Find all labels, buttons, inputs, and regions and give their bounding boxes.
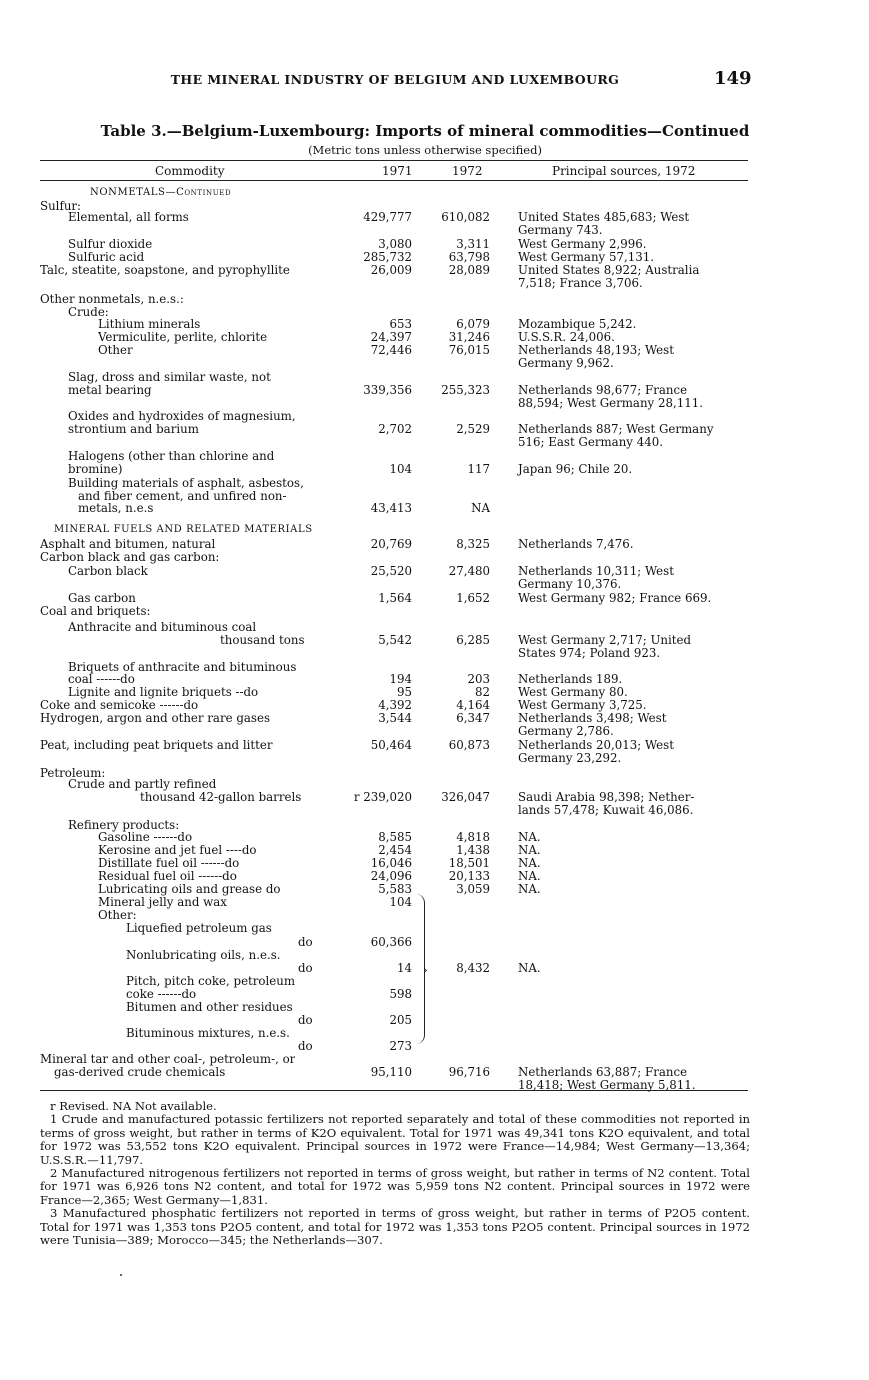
table-header-rule	[40, 180, 748, 181]
commodity-cell: Crude:	[68, 306, 109, 319]
sources-cell: West Germany 57,131.	[518, 250, 654, 264]
commodity-cell: Other nonmetals, n.e.s.:	[40, 293, 184, 306]
commodity-cell: Gasoline ------do	[98, 831, 193, 844]
commodity-cell: strontium and barium	[68, 423, 199, 436]
commodity-cell: Lignite and lignite briquets --do	[68, 686, 259, 699]
sources-cell: West Germany 2,717; United	[518, 633, 692, 647]
commodity-cell: Mineral jelly and wax	[98, 896, 227, 909]
grouping-brace-tip: ›	[423, 963, 428, 977]
table-row	[40, 592, 750, 606]
value-1972-cell: 96,716	[448, 1065, 490, 1079]
sources-cell: U.S.S.R. 24,006.	[518, 330, 615, 344]
commodity-cell: and fiber cement, and unfired non-	[78, 490, 287, 503]
table-row	[40, 477, 750, 491]
commodity-cell: thousand 42-gallon barrels	[140, 791, 302, 804]
sources-cell: lands 57,478; Kuwait 46,086.	[518, 803, 694, 817]
value-1972-cell: 76,015	[448, 343, 490, 357]
table-row	[40, 605, 750, 619]
table-row	[40, 712, 750, 726]
table-row	[40, 988, 750, 1002]
table-row	[40, 293, 750, 307]
sources-cell: States 974; Poland 923.	[518, 646, 661, 660]
commodity-cell: Carbon black	[68, 565, 148, 578]
commodity-cell: Asphalt and bitumen, natural	[40, 538, 216, 551]
commodity-cell: Other:	[98, 909, 137, 922]
value-1971-cell: 24,096	[370, 869, 412, 883]
commodity-cell: do	[298, 1014, 313, 1027]
commodity-cell: Lubricating oils and grease do	[98, 883, 281, 896]
value-1972-cell: 6,285	[456, 633, 490, 647]
commodity-cell: do	[298, 1040, 313, 1053]
commodity-cell: Slag, dross and similar waste, not	[68, 371, 271, 384]
footnote-2: 2 Manufactured nitrogenous fertilizers not reported in terms of gross weight, but rather in terms of N2 content. Total for 1971 was 6,926 tons N2 content, and total for 1972 was 5,959 tons N2 content. Principal sources in 1972 were France—2,365; West Germany—1,831.	[40, 1166, 750, 1207]
column-header-1971: 1971	[382, 164, 413, 178]
sources-cell: United States 485,683; West	[518, 210, 690, 224]
value-1972-cell: 3,311	[456, 237, 490, 251]
sources-cell: 18,418; West Germany 5,811.	[518, 1078, 696, 1092]
commodity-cell: Carbon black and gas carbon:	[40, 551, 220, 564]
commodity-cell: Peat, including peat briquets and litter	[40, 739, 273, 752]
value-1971-cell: 3,544	[378, 711, 412, 725]
commodity-cell: Refinery products:	[68, 819, 180, 832]
commodity-cell: Liquefied petroleum gas	[126, 922, 272, 935]
table-subtitle: (Metric tons unless otherwise specified)	[308, 143, 542, 157]
table-row	[40, 804, 750, 818]
value-1971-cell: 16,046	[370, 856, 412, 870]
sources-cell: West Germany 80.	[518, 685, 628, 699]
sources-cell: Netherlands 7,476.	[518, 537, 634, 551]
commodity-cell: Lithium minerals	[98, 318, 201, 331]
value-1972-cell: 326,047	[441, 790, 490, 804]
table-row	[40, 344, 750, 358]
commodity-cell: coal ------do	[68, 673, 135, 686]
value-1971-cell: 20,769	[370, 537, 412, 551]
sources-cell: Germany 10,376.	[518, 577, 622, 591]
value-1971-cell: 24,397	[370, 330, 412, 344]
value-1972-cell: 28,089	[448, 263, 490, 277]
table-row	[40, 397, 750, 411]
commodity-cell: Mineral tar and other coal-, petroleum-, or	[40, 1053, 296, 1066]
value-1972-cell: 203	[467, 672, 490, 686]
sources-cell: Netherlands 189.	[518, 672, 623, 686]
sources-cell: Mozambique 5,242.	[518, 317, 637, 331]
value-1971-cell: 14	[396, 961, 412, 975]
commodity-cell: Crude and partly refined	[68, 778, 217, 791]
commodity-cell: Oxides and hydroxides of magnesium,	[68, 410, 296, 423]
commodity-cell: Elemental, all forms	[68, 211, 189, 224]
commodity-cell: Distillate fuel oil ------do	[98, 857, 240, 870]
table-row	[40, 565, 750, 579]
column-header-1972: 1972	[452, 164, 483, 178]
table-row	[40, 502, 750, 516]
value-1971-cell: 72,446	[370, 343, 412, 357]
sources-cell: West Germany 982; France 669.	[518, 591, 712, 605]
sources-cell: NA.	[518, 856, 541, 870]
value-1972-cell: 4,164	[456, 698, 490, 712]
commodity-cell: Sulfuric acid	[68, 251, 145, 264]
running-head: THE MINERAL INDUSTRY OF BELGIUM AND LUXEMBOURG	[170, 72, 620, 87]
table-row	[40, 523, 750, 537]
table-top-rule	[40, 160, 748, 161]
value-1972-cell: 20,133	[448, 869, 490, 883]
value-1971-cell: 25,520	[370, 564, 412, 578]
sources-cell: Netherlands 98,677; France	[518, 383, 688, 397]
value-1971-cell: 205	[389, 1013, 412, 1027]
value-1972-cell: 82	[474, 685, 490, 699]
commodity-cell: Petroleum:	[40, 767, 106, 780]
commodity-cell: Hydrogen, argon and other rare gases	[40, 712, 271, 725]
value-1971-cell: 2,454	[378, 843, 412, 857]
footnotes	[40, 1100, 750, 1247]
commodity-cell: thousand tons	[220, 634, 305, 647]
footnote-1: 1 Crude and manufactured potassic fertilizers not reported separately and total of these commodities not reported in terms of gross weight, but rather in terms of K2O equivalent. Total for 1971 was 49,341 tons K2O equivalent, and total for 1972 was 53,552 tons K2O equivalent. Principal sources in 1972 were France—14,984; West Germany—13,364; U.S.S.R.—11,797.	[40, 1112, 750, 1167]
commodity-cell: Bituminous mixtures, n.e.s.	[126, 1027, 290, 1040]
sources-cell: Germany 23,292.	[518, 751, 622, 765]
value-1972-cell: 60,873	[448, 738, 490, 752]
sources-cell: NA.	[518, 882, 541, 896]
commodity-cell: metal bearing	[68, 384, 152, 397]
value-1972-cell: 8,432	[456, 961, 490, 975]
value-1972-cell: 1,438	[456, 843, 490, 857]
sources-cell: Saudi Arabia 98,398; Nether-	[518, 790, 695, 804]
sources-cell: 516; East Germany 440.	[518, 435, 663, 449]
commodity-cell: Anthracite and bituminous coal	[68, 621, 257, 634]
commodity-cell: Kerosine and jet fuel ----do	[98, 844, 257, 857]
value-1971-cell: 429,777	[363, 210, 412, 224]
table-row	[40, 922, 750, 936]
sources-cell: Netherlands 48,193; West	[518, 343, 674, 357]
commodity-cell: Other	[98, 344, 133, 357]
value-1971-cell: 95,110	[370, 1065, 412, 1079]
value-1972-cell: 2,529	[456, 422, 490, 436]
commodity-cell: Building materials of asphalt, asbestos,	[68, 477, 304, 490]
value-1971-cell: 5,542	[378, 633, 412, 647]
footnote-3: 3 Manufactured phosphatic fertilizers not reported in terms of gross weight, but rather in terms of P2O5 content. Total for 1971 was 1,353 tons P2O5 content, and total for 1972 was 1,353 tons P2O5 content. Principal sources in 1972 were Tunisia—389; Morocco—345; the Netherlands—307.	[40, 1206, 750, 1248]
commodity-cell: Pitch, pitch coke, petroleum	[126, 975, 296, 988]
table-row	[40, 909, 750, 923]
sources-cell: 88,594; West Germany 28,111.	[518, 396, 703, 410]
value-1972-cell: 6,347	[456, 711, 490, 725]
table-row	[40, 463, 750, 477]
table-row	[40, 949, 750, 963]
commodity-cell: do	[298, 962, 313, 975]
table-row	[40, 538, 750, 552]
table-row	[40, 936, 750, 950]
commodity-cell: coke ------do	[126, 988, 197, 1001]
value-1971-cell: 104	[389, 895, 412, 909]
sources-cell: Netherlands 3,498; West	[518, 711, 667, 725]
value-1972-cell: 18,501	[448, 856, 490, 870]
column-header-sources: Principal sources, 1972	[552, 164, 696, 178]
sources-cell: Germany 9,962.	[518, 356, 614, 370]
commodity-cell: do	[298, 936, 313, 949]
value-1971-cell: 5,583	[378, 882, 412, 896]
sources-cell: Netherlands 20,013; West	[518, 738, 674, 752]
table-row	[40, 211, 750, 225]
value-1971-cell: 50,464	[370, 738, 412, 752]
value-1972-cell: 6,079	[456, 317, 490, 331]
value-1972-cell: 610,082	[441, 210, 490, 224]
value-1972-cell: 1,652	[456, 591, 490, 605]
value-1972-cell: 31,246	[448, 330, 490, 344]
table-row	[40, 277, 750, 291]
sources-cell: NA.	[518, 830, 541, 844]
table-row	[40, 962, 750, 976]
commodity-cell: bromine)	[68, 463, 123, 476]
value-1972-cell: 8,325	[456, 537, 490, 551]
value-1971-cell: 285,732	[363, 250, 412, 264]
table-row	[40, 551, 750, 565]
table-title: Table 3.—Belgium-Luxembourg: Imports of mineral commodities—Continued	[100, 122, 750, 140]
table-row	[40, 357, 750, 371]
value-1971-cell: r 239,020	[353, 790, 412, 804]
footnote-revised: r Revised. NA Not available.	[50, 1099, 217, 1113]
table-row	[40, 264, 750, 278]
table-row	[40, 739, 750, 753]
value-1971-cell: 26,009	[370, 263, 412, 277]
value-1972-cell: 63,798	[448, 250, 490, 264]
table-row	[40, 896, 750, 910]
table-row	[40, 186, 750, 200]
value-1971-cell: 8,585	[378, 830, 412, 844]
table-row	[40, 1014, 750, 1028]
value-1972-cell: 117	[467, 462, 490, 476]
value-1971-cell: 1,564	[378, 591, 412, 605]
sources-cell: Japan 96; Chile 20.	[518, 462, 633, 476]
value-1971-cell: 4,392	[378, 698, 412, 712]
commodity-cell: MINERAL FUELS AND RELATED MATERIALS	[54, 524, 313, 535]
value-1971-cell: 194	[389, 672, 412, 686]
table-row	[40, 1040, 750, 1054]
table-row	[40, 647, 750, 661]
column-header-commodity: Commodity	[155, 164, 225, 178]
commodity-cell: Sulfur:	[40, 200, 82, 213]
table-row	[40, 436, 750, 450]
value-1972-cell: 4,818	[456, 830, 490, 844]
value-1971-cell: 339,356	[363, 383, 412, 397]
commodity-cell: Halogens (other than chlorine and	[68, 450, 275, 463]
sources-cell: Netherlands 887; West Germany	[518, 422, 714, 436]
value-1971-cell: 104	[389, 462, 412, 476]
table-row	[40, 578, 750, 592]
sources-cell: Germany 2,786.	[518, 724, 614, 738]
table-bottom-rule	[40, 1090, 748, 1091]
commodity-cell: Nonlubricating oils, n.e.s.	[126, 949, 281, 962]
commodity-cell: Talc, steatite, soapstone, and pyrophyllite	[40, 264, 290, 277]
sources-cell: United States 8,922; Australia	[518, 263, 700, 277]
value-1971-cell: 60,366	[370, 935, 412, 949]
value-1971-cell: 43,413	[370, 501, 412, 515]
commodity-cell: Coke and semicoke ------do	[40, 699, 199, 712]
sources-cell: Germany 743.	[518, 223, 603, 237]
commodity-cell: Briquets of anthracite and bituminous	[68, 661, 297, 674]
table-row	[40, 725, 750, 739]
table-row	[40, 224, 750, 238]
value-1971-cell: 273	[389, 1039, 412, 1053]
value-1972-cell: 255,323	[441, 383, 490, 397]
sources-cell: West Germany 2,996.	[518, 237, 647, 251]
commodity-cell: Gas carbon	[68, 592, 136, 605]
commodity-cell: NONMETALS—Continued	[90, 187, 232, 198]
value-1972-cell: 3,059	[456, 882, 490, 896]
page-number: 149	[714, 68, 752, 89]
commodity-cell: Vermiculite, perlite, chlorite	[98, 331, 268, 344]
value-1971-cell: 598	[389, 987, 412, 1001]
value-1971-cell: 2,702	[378, 422, 412, 436]
sources-cell: NA.	[518, 869, 541, 883]
commodity-cell: Residual fuel oil ------do	[98, 870, 237, 883]
sources-cell: Netherlands 10,311; West	[518, 564, 674, 578]
sources-cell: Netherlands 63,887; France	[518, 1065, 688, 1079]
commodity-cell: Sulfur dioxide	[68, 238, 153, 251]
table-row	[40, 673, 750, 687]
sources-cell: West Germany 3,725.	[518, 698, 647, 712]
commodity-cell: gas-derived crude chemicals	[54, 1066, 226, 1079]
sources-cell: NA.	[518, 961, 541, 975]
value-1972-cell: NA	[471, 501, 490, 515]
sources-cell: 7,518; France 3,706.	[518, 276, 643, 290]
value-1971-cell: 3,080	[378, 237, 412, 251]
commodity-cell: Bitumen and other residues	[126, 1001, 293, 1014]
table-row	[40, 752, 750, 766]
sources-cell: NA.	[518, 843, 541, 857]
stray-mark	[120, 1274, 122, 1276]
value-1972-cell: 27,480	[448, 564, 490, 578]
commodity-cell: Coal and briquets:	[40, 605, 151, 618]
value-1971-cell: 95	[396, 685, 412, 699]
value-1971-cell: 653	[389, 317, 412, 331]
commodity-cell: metals, n.e.s	[78, 502, 154, 515]
